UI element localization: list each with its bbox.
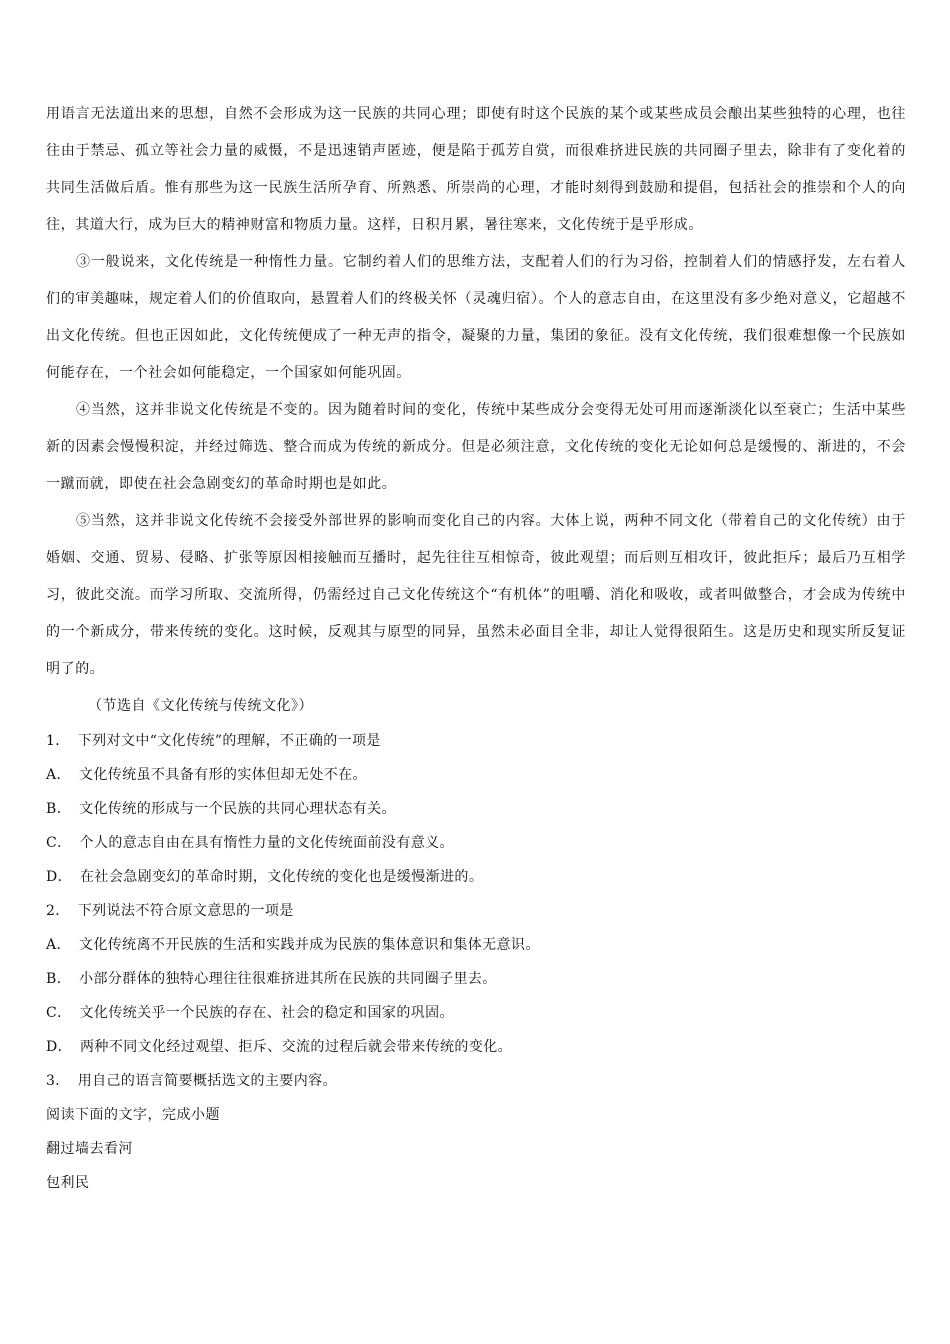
option-a (46, 758, 906, 792)
option-label: B． (46, 801, 72, 817)
option-c (46, 826, 906, 860)
option-text: 文化传统关乎一个民族的存在、社会的稳定和国家的巩固。 (79, 1005, 454, 1021)
option-label: A． (46, 767, 71, 783)
option-label: B． (46, 971, 72, 987)
option-text: 两种不同文化经过观望、拒斥、交流的过程后就会带来传统的变化。 (80, 1039, 513, 1055)
question-stem (46, 724, 906, 758)
option-text: 文化传统离不开民族的生活和实践并成为民族的集体意识和集体无意识。 (78, 937, 540, 953)
passage-paragraph-continued: 用语言无法道出来的思想，自然不会形成为这一民族的共同心理；即使有时这个民族的某个或某些成员会酿出某些独特的心理，也往往由于禁忌、孤立等社会力量的威慑，不是迅速销声匿迹，便是陷于孤芳自赏，而很难挤进民族的共同圈子里去，除非有了变化着的共同生活做后盾。惟有那些为这一民族生活所孕育、所熟悉、所崇尚的心理，才能时刻得到鼓励和提倡，包括社会的推崇和个人的向往，其道大行，成为巨大的精神财富和物质力量。这样，日积月累，暑往寒来，文化传统于是乎形成。 (46, 106, 906, 233)
section-instruction: 阅读下面的文字，完成小题 (46, 1107, 220, 1123)
option-text: 个人的意志自由在具有惰性力量的文化传统面前没有意义。 (79, 835, 454, 851)
option-label: C． (46, 835, 72, 851)
article-title: 翻过墙去看河 (46, 1141, 133, 1157)
question-stem (46, 1064, 906, 1098)
article-author: 包利民 (46, 1175, 90, 1191)
option-label: D． (46, 869, 73, 885)
option-label: C． (46, 1005, 72, 1021)
option-text: 文化传统的形成与一个民族的共同心理状态有关。 (79, 801, 396, 817)
question-text: 下列说法不符合原文意思的一项是 (77, 903, 294, 919)
option-text: 文化传统虽不具备有形的实体但却无处不在。 (78, 767, 367, 783)
passage-paragraph-5: ⑤当然，这并非说文化传统不会接受外部世界的影响而变化自己的内容。大体上说，两种不同文化（带着自己的文化传统）由于婚姻、交通、贸易、侵略、扩张等原因相接触而互播时，起先往往互相惊奇，彼此观望；而后则互相攻讦，彼此拒斥；最后乃互相学习，彼此交流。而学习所取、交流所得，仍需经过自己文化传统这个“有机体”的咀嚼、消化和吸收，或者叫做整合，才会成为传统中的一个新成分，带来传统的变化。这时候，反观其与原型的同异，虽然未必面目全非，却让人觉得很陌生。这是历史和现实所反复证明了的。 (46, 513, 906, 677)
question-text: 用自己的语言简要概括选文的主要内容。 (77, 1073, 337, 1089)
question-number: 3． (46, 1073, 70, 1089)
option-a (46, 928, 906, 962)
option-c (46, 996, 906, 1030)
option-label: A． (46, 937, 71, 953)
option-text: 在社会急剧变幻的革命时期，文化传统的变化也是缓慢渐进的。 (80, 869, 484, 885)
question-number: 2． (46, 903, 70, 919)
question-2 (46, 894, 906, 1064)
option-d (46, 1030, 906, 1064)
option-b (46, 792, 906, 826)
option-text: 小部分群体的独特心理往往很难挤进其所在民族的共同圈子里去。 (79, 971, 497, 987)
passage-source: （节选自《文化传统与传统文化》） (88, 698, 313, 714)
option-b (46, 962, 906, 996)
question-1 (46, 724, 906, 894)
question-number: 1． (46, 733, 70, 749)
document-page (46, 96, 906, 1200)
question-3 (46, 1064, 906, 1098)
option-label: D． (46, 1039, 73, 1055)
question-text: 下列对文中“文化传统”的理解，不正确的一项是 (77, 733, 381, 749)
passage-paragraph-4: ④当然，这并非说文化传统是不变的。因为随着时间的变化，传统中某些成分会变得无处可用而逐渐淡化以至衰亡；生活中某些新的因素会慢慢积淀，并经过筛选、整合而成为传统的新成分。但是必须注意，文化传统的变化无论如何总是缓慢的、渐进的，不会一蹴而就，即使在社会急剧变幻的革命时期也是如此。 (46, 402, 906, 492)
passage-paragraph-3: ③一般说来，文化传统是一种惰性力量。它制约着人们的思维方法，支配着人们的行为习俗，控制着人们的情感抒发，左右着人们的审美趣味，规定着人们的价值取向，悬置着人们的终极关怀（灵魂归宿）。个人的意志自由，在这里没有多少绝对意义，它超越不出文化传统。但也正因如此，文化传统便成了一种无声的指令，凝聚的力量，集团的象征。没有文化传统，我们很难想像一个民族如何能存在，一个社会如何能稳定，一个国家如何能巩固。 (46, 254, 906, 381)
question-stem (46, 894, 906, 928)
option-d (46, 860, 906, 894)
